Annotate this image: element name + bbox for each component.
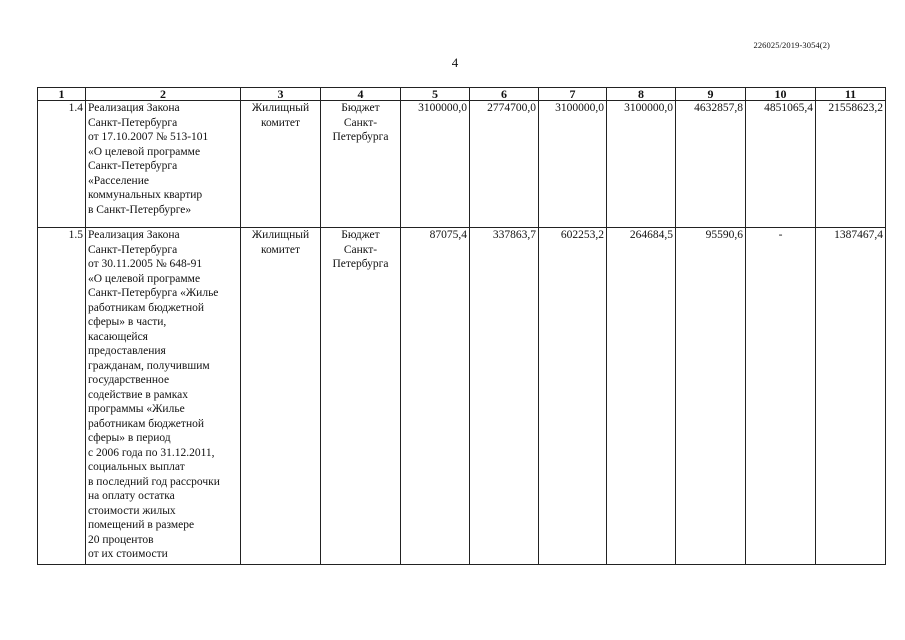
total-cell: 1387467,4 (816, 228, 886, 565)
document-registration-id: 226025/2019-3054(2) (753, 40, 830, 50)
text-line: содействие в рамках (88, 388, 189, 401)
table-header-row (38, 88, 886, 101)
text-line: Петербурга (332, 131, 389, 143)
text-line: комитет (260, 116, 301, 129)
value-cell-col-9: 4632857,8 (676, 101, 746, 228)
value-cell-col-6: 2774700,0 (470, 101, 539, 228)
text-line: от 30.11.2005 № 648-91 (88, 258, 203, 270)
value-cell-col-5: 87075,4 (401, 228, 470, 565)
text-line: Бюджет (341, 229, 380, 241)
executor-cell (241, 101, 321, 228)
column-header-4: 4 (321, 88, 401, 101)
executor-cell (241, 228, 321, 565)
total-cell: 21558623,2 (816, 101, 886, 228)
text-line: с 2006 года по 31.12.2011, (88, 446, 215, 459)
text-line: Санкт-Петербурга (88, 243, 178, 256)
text-line: от 17.10.2007 № 513-101 (88, 131, 209, 143)
table-header (38, 88, 886, 101)
text-line: Жилищный (251, 102, 310, 114)
text-line: комитет (260, 243, 301, 256)
text-line: предоставления (88, 345, 166, 357)
text-line: Реализация Закона (88, 102, 180, 114)
column-header-8: 8 (607, 88, 676, 101)
value-cell-col-5: 3100000,0 (401, 101, 470, 228)
text-line: Санкт-Петербурга «Жилье (88, 287, 219, 299)
value-cell-col-8: 3100000,0 (607, 101, 676, 228)
text-line: «Расселение (88, 174, 149, 187)
value-cell-col-10: - (746, 228, 816, 565)
row-number-cell: 1.4 (38, 101, 86, 228)
column-header-9: 9 (676, 88, 746, 101)
value-cell-col-6: 337863,7 (470, 228, 539, 565)
column-header-1: 1 (38, 88, 86, 101)
text-line: в Санкт-Петербурге» (88, 203, 192, 216)
text-line: Санкт-Петербурга (88, 116, 178, 129)
text-line: Бюджет (341, 102, 380, 114)
table-row (38, 101, 886, 228)
table-body (38, 101, 886, 565)
text-line: работникам бюджетной (88, 301, 204, 314)
text-line: Санкт-Петербурга (88, 160, 178, 172)
text-line: Санкт- (343, 243, 378, 256)
description-cell (86, 228, 241, 565)
text-line: в последний год рассрочки (88, 475, 220, 488)
text-line: сферы» в части, (88, 316, 167, 328)
text-line: социальных выплат (88, 461, 185, 473)
text-line: стоимости жилых (88, 504, 176, 517)
column-header-10: 10 (746, 88, 816, 101)
value-cell-col-7: 3100000,0 (539, 101, 607, 228)
funding-source-cell (321, 101, 401, 228)
text-line: от их стоимости (88, 548, 168, 560)
column-header-11: 11 (816, 88, 886, 101)
description-cell (86, 101, 241, 228)
text-line: сферы» в период (88, 432, 171, 444)
text-line: 20 процентов (88, 533, 154, 546)
text-line: программы «Жилье (88, 403, 185, 415)
value-cell-col-10: 4851065,4 (746, 101, 816, 228)
column-header-3: 3 (241, 88, 321, 101)
text-line: помещений в размере (88, 519, 195, 531)
value-cell-col-7: 602253,2 (539, 228, 607, 565)
text-line: гражданам, получившим (88, 359, 210, 372)
text-line: государственное (88, 374, 170, 386)
text-line: Санкт- (343, 116, 378, 129)
column-header-7: 7 (539, 88, 607, 101)
text-line: Реализация Закона (88, 229, 180, 241)
text-line: на оплату остатка (88, 490, 175, 502)
funding-source-cell (321, 228, 401, 565)
column-header-6: 6 (470, 88, 539, 101)
text-line: Петербурга (332, 258, 389, 270)
value-cell-col-9: 95590,6 (676, 228, 746, 565)
page-number: 4 (451, 55, 459, 70)
value-cell-col-8: 264684,5 (607, 228, 676, 565)
row-number-cell: 1.5 (38, 228, 86, 565)
column-header-2: 2 (86, 88, 241, 101)
text-line: касающейся (88, 330, 148, 343)
text-line: Жилищный (251, 229, 310, 241)
table-row (38, 228, 886, 565)
text-line: коммунальных квартир (88, 189, 203, 201)
budget-table (37, 87, 886, 565)
text-line: работникам бюджетной (88, 417, 204, 430)
column-header-5: 5 (401, 88, 470, 101)
text-line: «О целевой программе (88, 145, 201, 158)
text-line: «О целевой программе (88, 272, 201, 285)
